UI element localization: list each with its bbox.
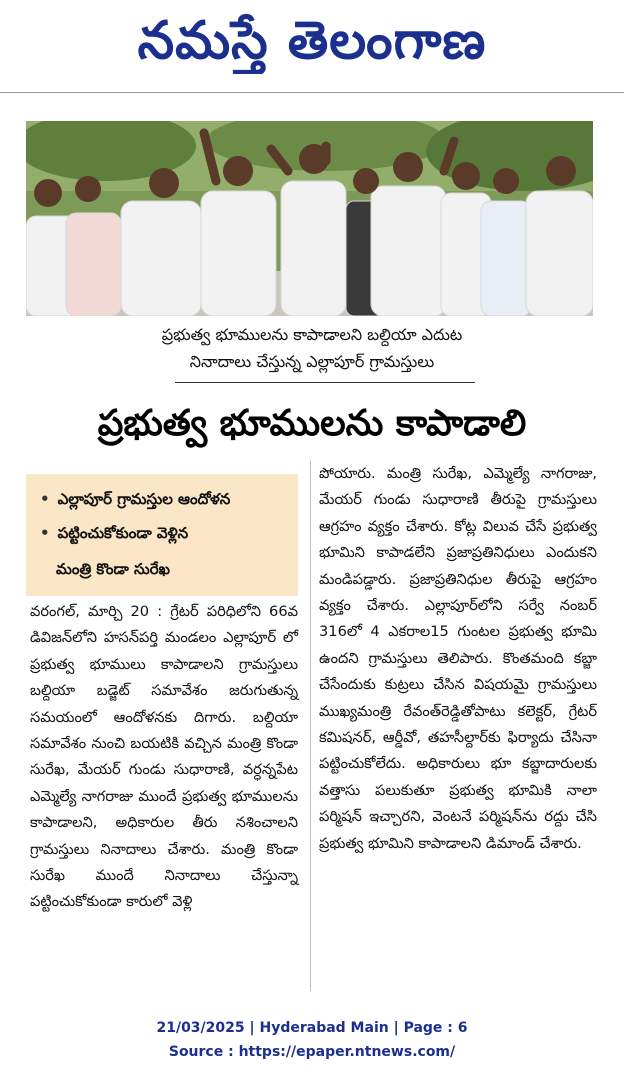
- photo-caption-line-2: నినాదాలు చేస్తున్న ఎల్లాపూర్ గ్రామస్తులు: [189, 352, 435, 371]
- masthead-divider: [0, 92, 624, 93]
- footer-date-edition: 21/03/2025 | Hyderabad Main | Page : 6: [156, 1020, 468, 1036]
- article-paragraph: పోయారు. మంత్రి సురేఖ, ఎమ్మెల్యే నాగరాజు, మేయర్ గుండు సుధారాణి తీరుపై గ్రామస్తులు ఆగ్రహం వ్యక్తం చేశారు. కోట్ల విలువ చేసే ప్రభుత్వ భూమిని కాపాడలేని ప్రజాప్రతినిధులు ఎందుకని మండిపడ్డారు. ప్రజాప్రతినిధుల తీరుపై ఆగ్రహం వ్యక్తం చేశారు. ఎల్లాపూర్‌లోని సర్వే నంబర్ 316లో 4 ఎకరాల15 గుంటల ప్రభుత్వ భూమి ఉందని గ్రామస్తులు తెలిపారు. కొంతమంది కబ్జా చేసేందుకు కుట్రలు చేసిన విషయమై గ్రామస్తులు ముఖ్యమంత్రి రేవంత్‌రెడ్డితోపాటు కలెక్టర్, గ్రేటర్ కమిషనర్, ఆర్డీవో, తహసీల్దార్‌కు ఫిర్యాదు చేసినా పట్టించుకోలేదు. అధికారులు భూ కబ్జాదారులకు వత్తాసు పలుకుతూ ప్రభుత్వ భూమికి నాలా పర్మిషన్ ఇచ్చారని, వెంటనే పర్మిషన్‌ను రద్దు చేసి ప్రభుత్వ భూమిని కాపాడాలని డిమాండ్ చేశారు.: [319, 465, 597, 852]
- masthead-title: నమస్తే తెలంగాణ: [137, 10, 487, 71]
- article-body-left-column: [30, 599, 298, 916]
- highlight-text: ఎల్లాపూర్ గ్రామస్తుల ఆందోళన: [57, 490, 231, 508]
- caption-divider: [175, 382, 475, 383]
- protest-photo: [26, 121, 593, 316]
- footer-source-link[interactable]: Source : https://epaper.ntnews.com/: [168, 1044, 456, 1060]
- highlights-box: [26, 474, 298, 596]
- highlight-text: పట్టించుకోకుండా వెళ్లిన: [57, 524, 189, 542]
- highlight-item: [40, 488, 230, 510]
- highlight-item-continued: మంత్రి కొండా సురేఖ: [56, 560, 170, 578]
- bullet-icon: •: [40, 524, 50, 542]
- highlight-item: [40, 522, 188, 544]
- article-body-right-column: [319, 461, 597, 857]
- article-paragraph: వరంగల్, మార్చి 20 : గ్రేటర్ పరిధిలోని 66వ డివిజన్‌లోని హసన్‌పర్తి మండలం ఎల్లాపూర్ లో ప్రభుత్వ భూములు కాపాడాలని గ్రామస్తులు బల్దియా బడ్జెట్ సమావేశం జరుగుతున్న సమయంలో ఆందోళనకు దిగారు. బల్దియా సమావేశం నుంచి బయటికి వచ్చిన మంత్రి కొండా సురేఖ, మేయర్ గుండు సుధారాణి, వర్ధన్నపేట ఎమ్మెల్యే నాగరాజు ముందే ప్రభుత్వ భూములను కాపాడాలని, అధికారుల తీరు నశించాలని గ్రామస్తులు నినాదాలు చేశారు. మంత్రి కొండా సురేఖ ముందే నినాదాలు చేస్తున్నా పట్టించుకోకుండా కారులో వెళ్లి: [30, 603, 298, 911]
- photo-caption-line-1: ప్రభుత్వ భూములను కాపాడాలని బల్దియా ఎదుట: [161, 325, 463, 344]
- article-headline: ప్రభుత్వ భూములను కాపాడాలి: [97, 403, 527, 444]
- column-divider: [310, 461, 311, 991]
- photo-protest-image: [26, 121, 593, 316]
- bullet-icon: •: [40, 490, 50, 508]
